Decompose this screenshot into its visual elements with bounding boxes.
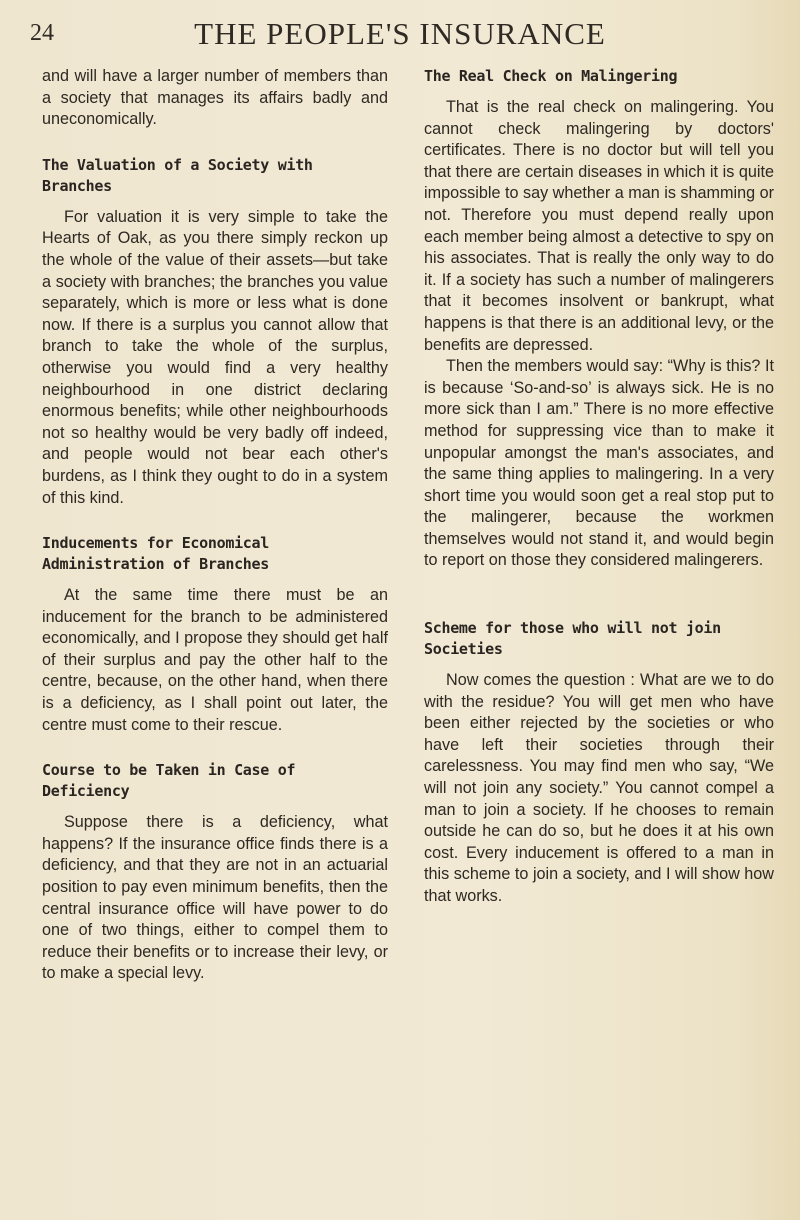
page-header	[0, 16, 800, 56]
left-column	[42, 66, 388, 985]
section-body-scheme: Now comes the question : What are we to do with the residue? You will get men who have been either rejected by the societies or who have left their societies through their carelessness. You may find men who say, “We will not join any society.” You cannot compel a man to join a society. If he chooses to remain outside he can do so, but he does it at his own cost. Every inducement is offered to a man in this scheme to join a society, and I will show how that works.	[424, 671, 774, 905]
page-number: 24	[30, 20, 54, 46]
section-heading-malingering: The Real Check on Malingering	[424, 67, 678, 85]
running-title: THE PEOPLE'S INSURANCE	[194, 16, 606, 51]
section-body-malingering-2: Then the members would say: “Why is this? It is because ‘So-and-so’ is always sick. He is no more sick than I am.” There is no more effective method for suppressing vice than to make it unpopular amongst the man's associates, and the same thing applies to malingering. In a very short time you would soon get a real stop put to the malingerer, because the workmen themselves would not stand it, and would begin to report on those they considered malingerers.	[424, 357, 774, 570]
section-body-deficiency: Suppose there is a deficiency, what happens? If the insurance office finds there is a deficiency, and that they are not in an actuarial position to pay even minimum benefits, then the central insurance office will have power to do one of two things, either to compel them to reduce their benefits or to increase their levy, or to make a special levy.	[42, 813, 388, 983]
section-heading-deficiency: Course to be Taken in Case of Deficiency	[42, 761, 296, 801]
right-column	[424, 66, 774, 908]
section-heading-scheme: Scheme for those who will not join Societies	[424, 619, 721, 659]
intro-paragraph: and will have a larger number of members than a society that manages its affairs badly and uneconomically.	[42, 67, 388, 129]
section-body-malingering-1: That is the real check on malingering. You cannot check malingering by doctors' certificates. There is no doctor but will tell you that there are certain diseases in which it is quite impossible to say whether a man is shamming or not. Therefore you must depend really upon each member being almost a detective to spy on his associates. That is really the only way to do it. If a society has such a number of malingerers that it becomes insolvent or bankrupt, what happens is that there is an additional levy, or the benefits are depressed.	[424, 98, 774, 354]
section-heading-valuation: The Valuation of a Society with Branches	[42, 155, 313, 195]
section-body-inducements: At the same time there must be an inducement for the branch to be administered economically, and I propose they should get half of their surplus and pay the other half to the centre, because, on the other hand, when there is a deficiency, as I shall point out later, the centre must come to their rescue.	[42, 586, 388, 734]
section-body-valuation: For valuation it is very simple to take the Hearts of Oak, as you there simply reckon up the whole of the value of their assets—but take a society with branches; the branches you value separately, which is more or less what is done now. If there is a surplus you cannot allow that branch to take the whole of the surplus, otherwise you would find a very healthy neighbourhood in one district declaring enormous benefits; while other neighbourhoods not so healthy would be very badly off indeed, and people would not bear each other's burdens, as I think they ought to do in a system of this kind.	[42, 207, 388, 507]
section-heading-inducements: Inducements for Economical Administration of Branches	[42, 534, 270, 574]
